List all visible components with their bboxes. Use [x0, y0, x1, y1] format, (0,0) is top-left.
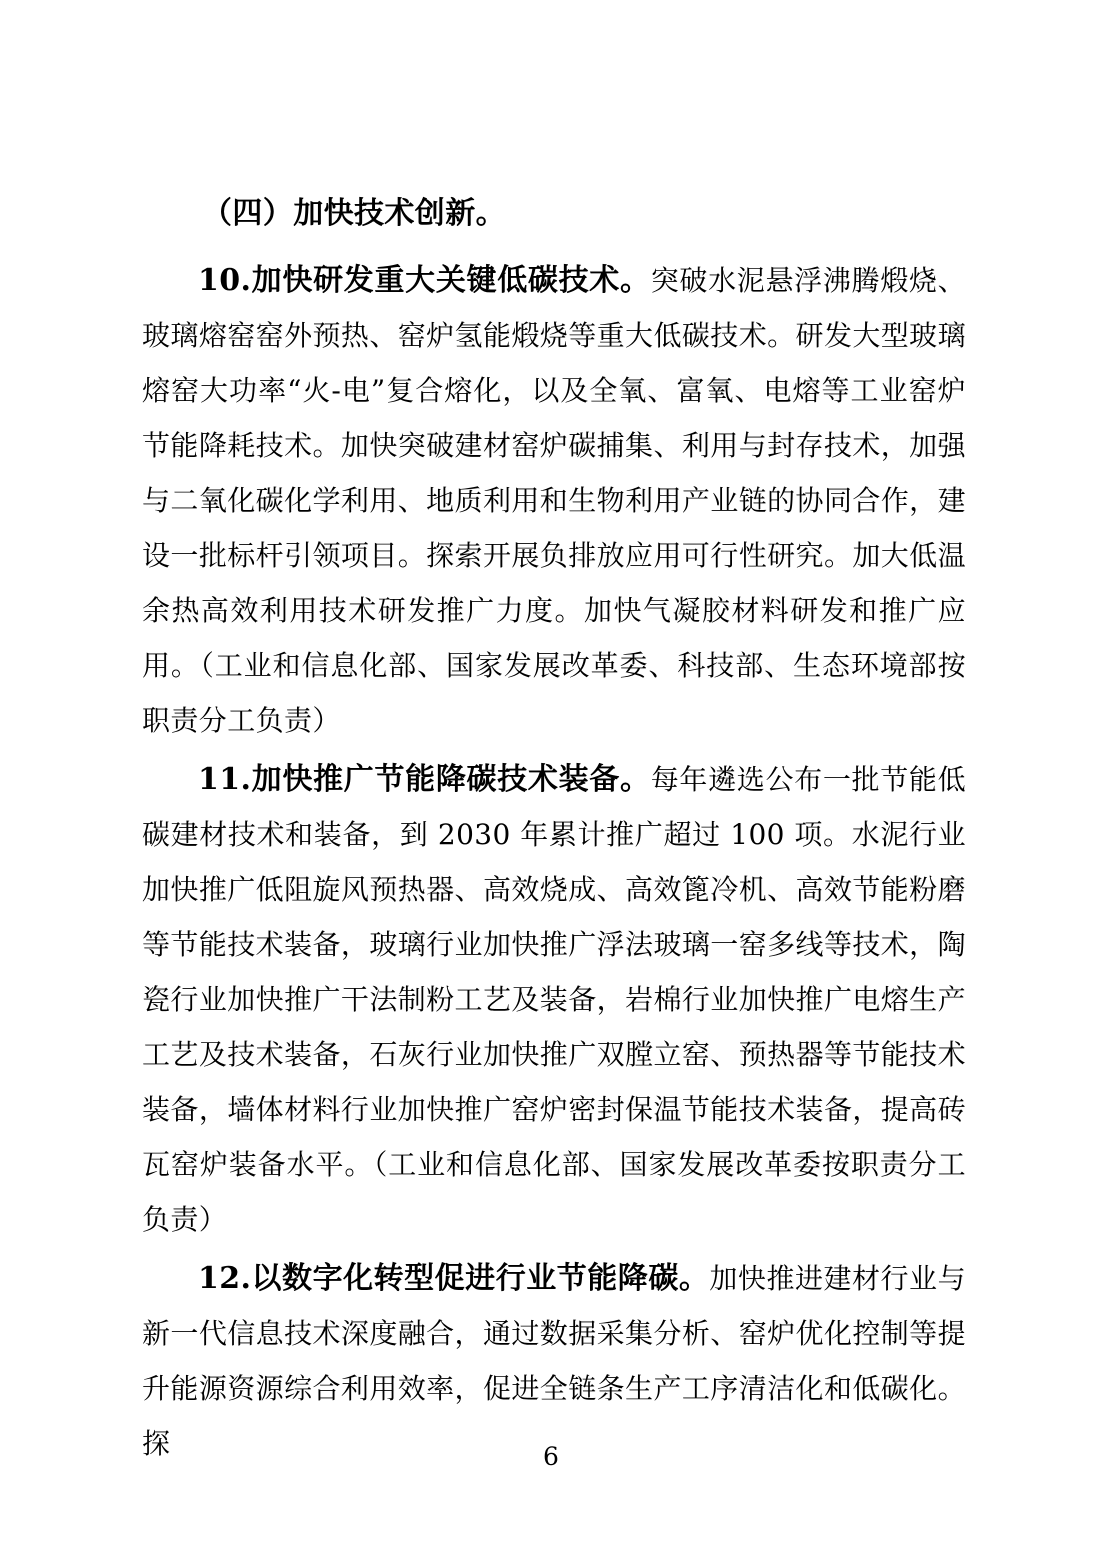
- page-number: 6: [543, 1442, 559, 1471]
- paragraph-10: [142, 253, 966, 748]
- paragraph-11-body: 每年遴选公布一批节能低碳建材技术和装备，到 2030 年累计推广超过 100 项。水泥行业加快推广低阻旋风预热器、高效烧成、高效篦冷机、高效节能粉磨等节能技术装备，玻璃行业加快推广浮法玻璃一窑多线等技术，陶瓷行业加快推广干法制粉工艺及装备，岩棉行业加快推广电熔生产工艺及技术装备，石灰行业加快推广双膛立窑、预热器等节能技术装备，墙体材料行业加快推广窑炉密封保温节能技术装备，提高砖瓦窑炉装备水平。（工业和信息化部、国家发展改革委按职责分工负责）: [142, 763, 967, 1236]
- paragraph-11: [142, 752, 966, 1247]
- paragraph-10-body: 突破水泥悬浮沸腾煅烧、玻璃熔窑窑外预热、窑炉氢能煅烧等重大低碳技术。研发大型玻璃熔窑大功率“火-电”复合熔化，以及全氧、富氧、电熔等工业窑炉节能降耗技术。加快突破建材窑炉碳捕集、利用与封存技术，加强与二氧化碳化学利用、地质利用和生物利用产业链的协同合作，建设一批标杆引领项目。探索开展负排放应用可行性研究。加大低温余热高效利用技术研发推广力度。加快气凝胶材料研发和推广应用。（工业和信息化部、国家发展改革委、科技部、生态环境部按职责分工负责）: [142, 264, 967, 737]
- paragraph-12-lead: 12.以数字化转型促进行业节能降碳。: [198, 1261, 710, 1296]
- paragraph-12-body: 加快推进建材行业与新一代信息技术深度融合，通过数据采集分析、窑炉优化控制等提升能源资源综合利用效率，促进全链条生产工序清洁化和低碳化。探: [142, 1262, 966, 1460]
- content-area: [142, 186, 966, 1475]
- paragraph-12: [142, 1251, 966, 1471]
- paragraph-10-lead: 10.加快研发重大关键低碳技术。: [198, 263, 651, 298]
- section-heading: （四）加快技术创新。: [202, 196, 506, 231]
- paragraph-11-lead: 11.加快推广节能降碳技术装备。: [198, 762, 651, 797]
